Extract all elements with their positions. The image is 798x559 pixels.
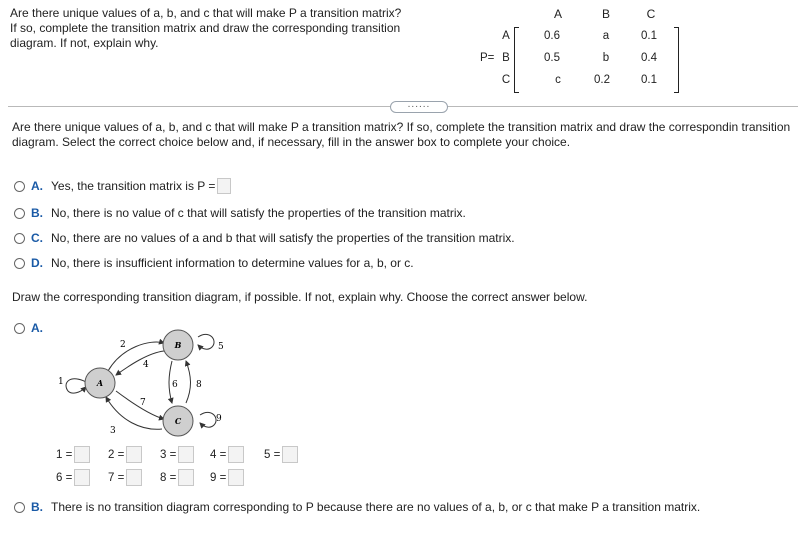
radio-button[interactable] [14, 233, 25, 244]
choice-b-no-c[interactable] [14, 206, 466, 220]
radio-button[interactable] [14, 258, 25, 269]
matrix-equals: = [487, 52, 495, 64]
answer-field-6[interactable] [56, 469, 90, 486]
answer-box[interactable] [74, 446, 90, 463]
matrix-name [480, 52, 494, 64]
choice-text: No, there is no value of c that will satisfy the properties of the transition matrix. [51, 206, 466, 220]
answer-box[interactable] [126, 446, 142, 463]
question-draw: Draw the corresponding transition diagram, if possible. If not, explain why. Choose the correct answer below. [12, 290, 588, 304]
edge-label: 6 [172, 380, 178, 390]
choice-a-yes[interactable] [14, 178, 231, 194]
matrix-row-label: A [502, 30, 510, 42]
answer-field-3[interactable] [160, 446, 194, 463]
choice-text: There is no transition diagram corresponding to P because there are no values of a, b, or c that make P a transition matrix. [51, 500, 701, 514]
answer-field-8[interactable] [160, 469, 194, 486]
radio-button[interactable] [14, 208, 25, 219]
node-label: B [174, 340, 182, 350]
answer-label: 8 = [160, 471, 177, 484]
edge-label: 8 [196, 380, 202, 390]
node-label: C [174, 416, 182, 426]
choice-letter: A. [31, 321, 43, 335]
choice-c-no-ab[interactable] [14, 231, 515, 245]
edge-b-a [116, 351, 164, 375]
choice-b-no-diagram[interactable] [14, 500, 700, 514]
answer-field-9[interactable] [210, 469, 244, 486]
answer-label: 2 = [108, 448, 125, 461]
edge-label: 1 [58, 377, 64, 387]
answer-label: 5 = [264, 448, 281, 461]
matrix-cell: 0.5 [544, 52, 560, 64]
edge-self-b [198, 334, 214, 349]
matrix-col-header: C [646, 7, 656, 21]
edge-c-a [106, 397, 162, 429]
radio-button[interactable] [14, 181, 25, 192]
matrix-cell: 0.2 [594, 74, 610, 86]
matrix-name-letter: P [480, 52, 488, 64]
matrix-cell: a [602, 30, 610, 42]
answer-label: 6 = [56, 471, 73, 484]
choice-text: No, there are no values of a and b that will satisfy the properties of the transition matrix. [51, 231, 515, 245]
answer-box[interactable] [228, 469, 244, 486]
node-label: A [96, 378, 104, 388]
choice-a-diagram[interactable] [14, 321, 51, 335]
matrix-row-label: B [502, 52, 510, 64]
edge-label: 2 [120, 340, 126, 350]
choice-letter: C. [31, 231, 43, 245]
matrix-row-label: C [501, 74, 511, 86]
answer-field-4[interactable] [210, 446, 244, 463]
matrix-answer-box[interactable] [217, 178, 231, 194]
choice-letter: B. [31, 500, 43, 514]
edge-label: 7 [140, 398, 146, 408]
question-main: Are there unique values of a, b, and c that will make P a transition matrix? If so, complete the transition matrix and draw the correspondin transition diagram. Select the correct choice below and, if necessary, fill in the answer box to complete your choice. [12, 120, 791, 149]
answer-box[interactable] [228, 446, 244, 463]
matrix-col-header: A [553, 7, 562, 21]
choice-text: Yes, the transition matrix is P = [51, 179, 216, 193]
transition-diagram [50, 325, 240, 443]
matrix-cell: 0.6 [544, 30, 560, 42]
answer-box[interactable] [126, 469, 142, 486]
edge-a-b [108, 342, 164, 371]
answer-field-1[interactable] [56, 446, 90, 463]
matrix-cell: 0.4 [641, 52, 657, 64]
answer-field-2[interactable] [108, 446, 142, 463]
matrix-cell: 0.1 [641, 30, 657, 42]
matrix-bracket-left [514, 27, 519, 93]
answer-box[interactable] [74, 469, 90, 486]
radio-button[interactable] [14, 502, 25, 513]
answer-box[interactable] [282, 446, 298, 463]
answer-label: 4 = [210, 448, 227, 461]
answer-label: 3 = [160, 448, 177, 461]
answer-field-7[interactable] [108, 469, 142, 486]
answer-label: 7 = [108, 471, 125, 484]
matrix-cell: b [602, 52, 610, 64]
edge-label: 4 [143, 360, 149, 370]
answer-label: 9 = [210, 471, 227, 484]
edge-label: 9 [216, 414, 222, 424]
answer-box[interactable] [178, 446, 194, 463]
answer-field-5[interactable] [264, 446, 298, 463]
choice-letter: D. [31, 256, 43, 270]
expand-button[interactable]: ...... [390, 101, 448, 113]
matrix-cell: 0.1 [641, 74, 657, 86]
matrix-col-header: B [601, 7, 610, 21]
choice-text: No, there is insufficient information to determine values for a, b, or c. [51, 256, 414, 270]
matrix-bracket-right [674, 27, 679, 93]
answer-box[interactable] [178, 469, 194, 486]
edge-c-b [186, 361, 191, 403]
answer-label: 1 = [56, 448, 73, 461]
edge-label: 3 [110, 426, 116, 436]
choice-letter: B. [31, 206, 43, 220]
question-prompt: Are there unique values of a, b, and c that will make P a transition matrix? If so, complete the transition matrix and draw the corresponding transition diagram. If not, explain why. [10, 6, 402, 50]
matrix-cell: c [555, 74, 561, 86]
choice-d-insufficient[interactable] [14, 256, 414, 270]
edge-label: 5 [218, 342, 224, 352]
radio-button[interactable] [14, 323, 25, 334]
edge-self-c [200, 412, 216, 427]
choice-letter: A. [31, 179, 43, 193]
